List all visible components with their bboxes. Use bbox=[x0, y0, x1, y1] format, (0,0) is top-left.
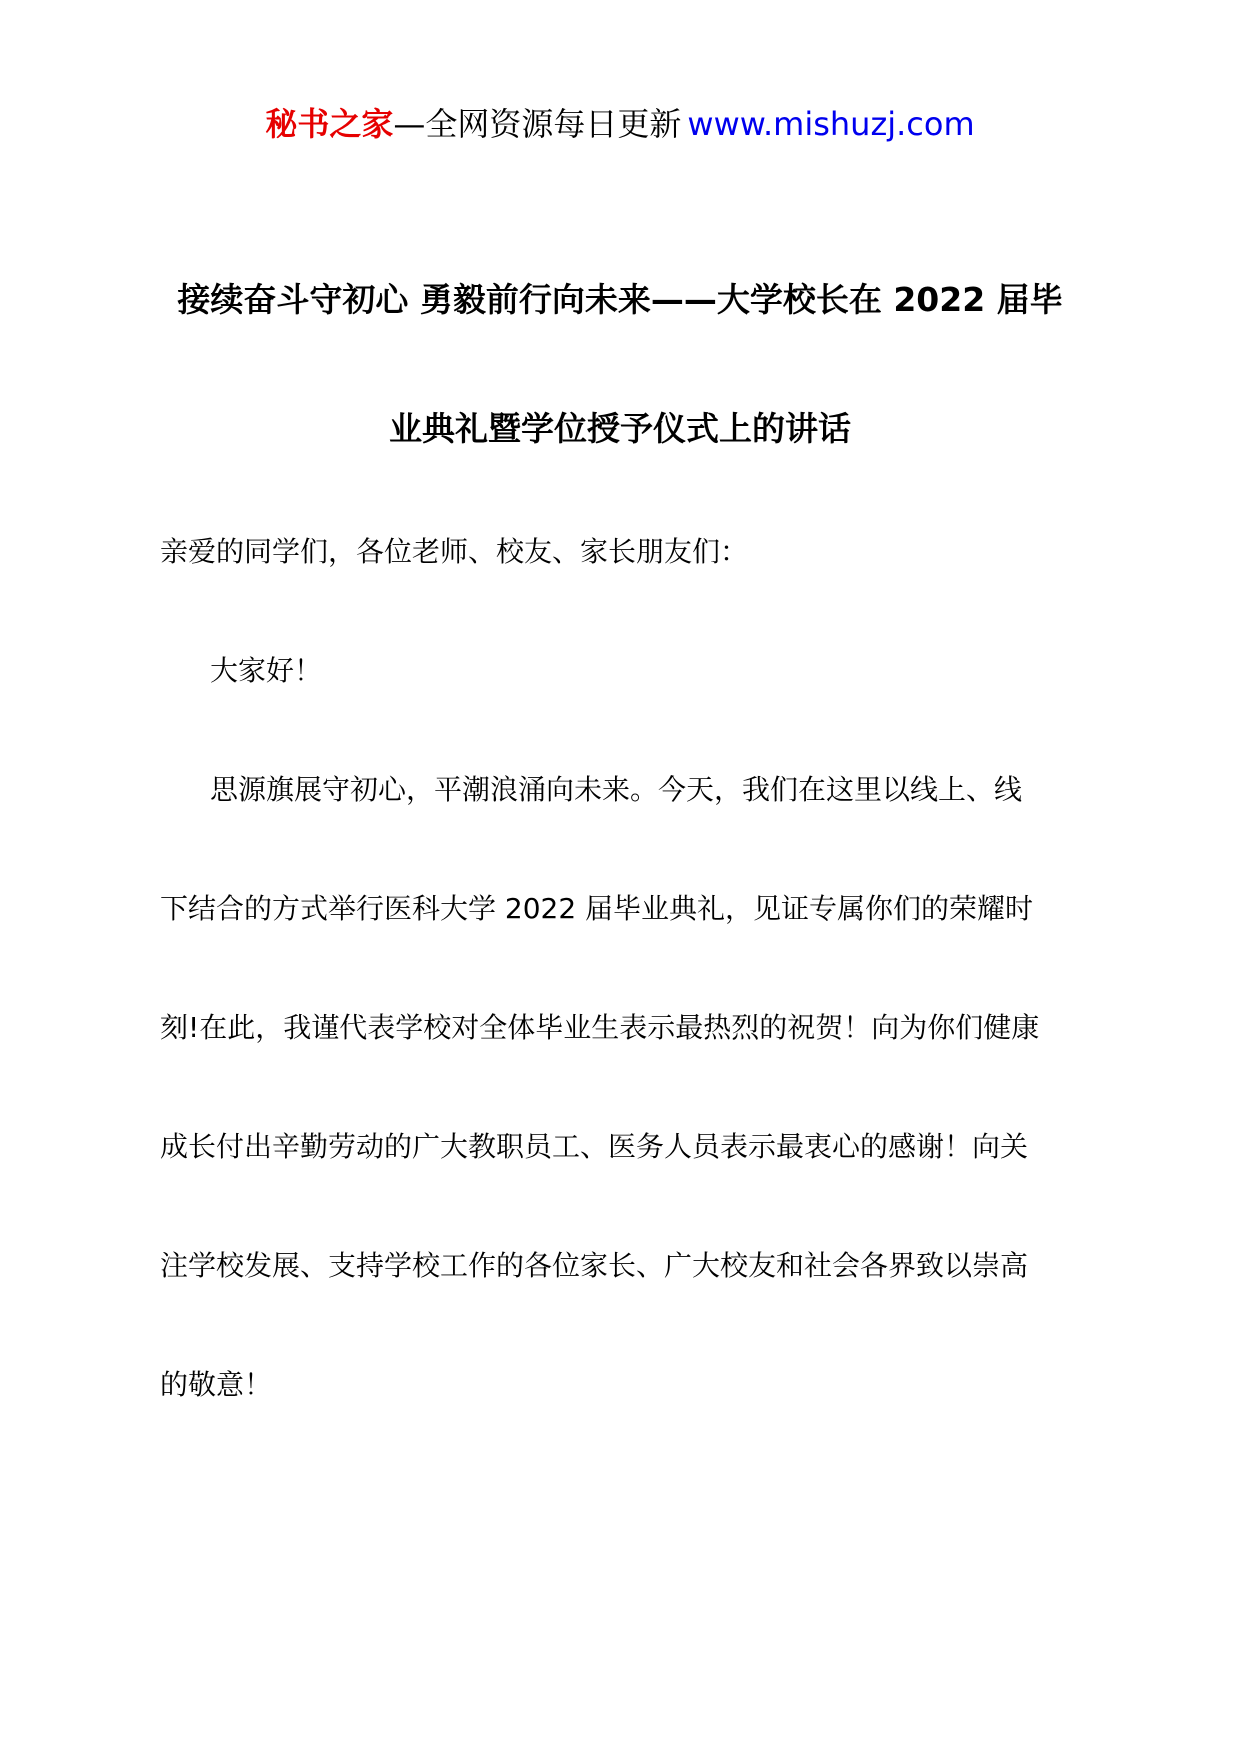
header-tagline: —全网资源每日更新 bbox=[393, 105, 682, 143]
paragraph-line: 思源旗展守初心，平潮浪涌向未来。今天，我们在这里以线上、线 bbox=[210, 773, 1023, 806]
website-link[interactable]: www.mishuzj.com bbox=[687, 105, 975, 143]
paragraph-line: 下结合的方式举行医科大学 2022 届毕业典礼，见证专属你们的荣耀时 bbox=[160, 892, 1034, 925]
document-title-line-2: 业典礼暨学位授予仪式上的讲话 bbox=[389, 409, 851, 448]
paragraph-line: 注学校发展、支持学校工作的各位家长、广大校友和社会各界致以崇高 bbox=[160, 1249, 1029, 1282]
page-header bbox=[0, 100, 1240, 148]
document-title-line-1: 接续奋斗守初心 勇毅前行向未来——大学校长在 2022 届毕 bbox=[177, 280, 1063, 319]
greeting: 大家好！ bbox=[210, 654, 323, 687]
salutation: 亲爱的同学们，各位老师、校友、家长朋友们： bbox=[160, 535, 749, 568]
paragraph-line: 的敬意！ bbox=[160, 1368, 273, 1401]
paragraph-line: 成长付出辛勤劳动的广大教职员工、医务人员表示最衷心的感谢！向关 bbox=[160, 1130, 1029, 1163]
paragraph-line: 刻!在此，我谨代表学校对全体毕业生表示最热烈的祝贺！向为你们健康 bbox=[160, 1011, 1040, 1044]
brand-name: 秘书之家 bbox=[265, 105, 394, 143]
